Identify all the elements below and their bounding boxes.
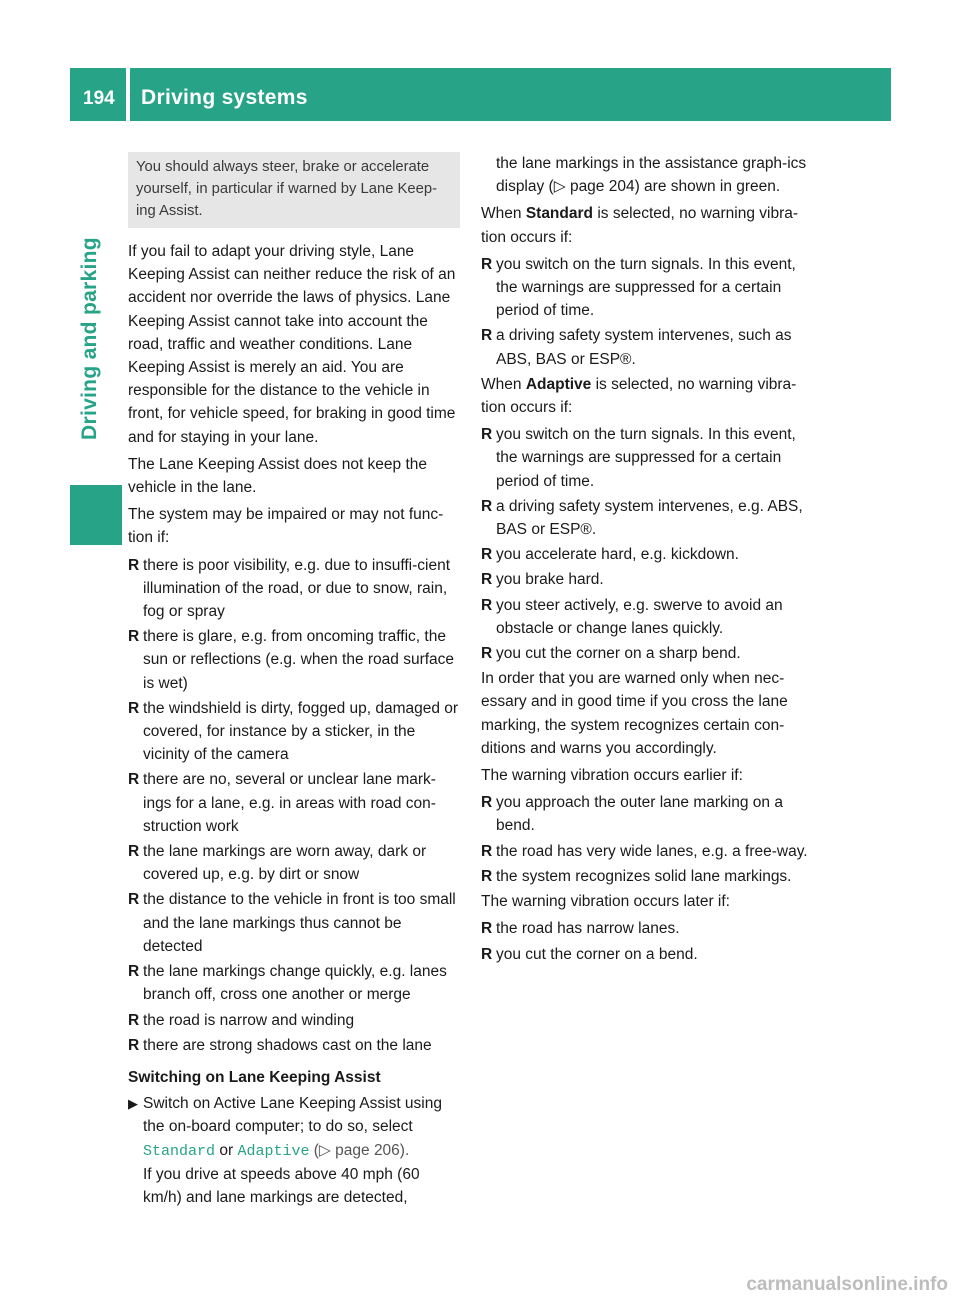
list-item: R you cut the corner on a bend. [481, 943, 813, 966]
list-item: R the windshield is dirty, fogged up, damaged or covered, for instance by a sticker, in the vicinity of the camera [128, 697, 460, 767]
list-item: R the distance to the vehicle in front is too small and the lane markings thus cannot be detected [128, 888, 460, 958]
bullet-icon: R [481, 546, 493, 564]
bullet-icon: R [128, 843, 140, 861]
bullet-icon: R [481, 945, 493, 963]
bullet-icon: R [481, 920, 493, 938]
list-item: R you accelerate hard, e.g. kickdown. [481, 543, 813, 566]
bullet-icon: R [481, 571, 493, 589]
bullet-icon: R [481, 645, 493, 663]
warning-note: You should always steer, brake or accelerate yourself, in particular if warned by Lane Keep-ing Assist. [128, 152, 460, 228]
bullet-icon: R [128, 891, 140, 909]
list-item: R the road is narrow and winding [128, 1009, 460, 1032]
bullet-icon: R [481, 497, 493, 515]
section-heading: Switching on Lane Keeping Assist [128, 1068, 381, 1086]
bullet-icon: R [481, 426, 493, 444]
list-item: R the lane markings are worn away, dark or covered up, e.g. by dirt or snow [128, 840, 460, 886]
watermark: carmanualsonline.info [746, 1274, 948, 1295]
list-item: R you steer actively, e.g. swerve to avoid an obstacle or change lanes quickly. [481, 594, 813, 640]
page-title: Driving systems [141, 86, 308, 109]
bullet-icon: R [481, 327, 493, 345]
paragraph: The warning vibration occurs earlier if: [481, 767, 743, 785]
list-item: R you switch on the turn signals. In this event, the warnings are suppressed for a certain period of time. [481, 253, 813, 323]
paragraph: The Lane Keeping Assist does not keep the vehicle in the lane. [128, 455, 428, 497]
list-item: R you switch on the turn signals. In this event, the warnings are suppressed for a certain period of time. [481, 423, 813, 493]
list-item: R there is poor visibility, e.g. due to insuffi-cient illumination of the road, or due to snow, rain, fog or spray [128, 554, 460, 624]
adaptive-list [481, 423, 813, 665]
list-item: R you cut the corner on a sharp bend. [481, 642, 813, 665]
bullet-icon: R [128, 556, 140, 574]
list-item: R there is glare, e.g. from oncoming traffic, the sun or reflections (e.g. when the road surface is wet) [128, 625, 460, 695]
earlier-list [481, 791, 813, 888]
page-reference: (▷ page 206). [313, 1141, 410, 1159]
bullet-icon: R [128, 963, 140, 981]
option-adaptive: Adaptive [237, 1142, 310, 1160]
standard-list [481, 253, 813, 371]
bullet-icon: R [128, 771, 140, 789]
list-item: R there are no, several or unclear lane mark-ings for a lane, e.g. in areas with road con-struction work [128, 768, 460, 838]
standard-label: Standard [525, 205, 593, 223]
page-number: 194 [83, 88, 115, 109]
list-item: R the system recognizes solid lane markings. [481, 865, 813, 888]
list-item: R there are strong shadows cast on the lane [128, 1034, 460, 1057]
bullet-icon: R [128, 1011, 140, 1029]
bullet-icon: R [481, 842, 493, 860]
left-column [128, 152, 460, 1209]
instruction-step: ▶ Switch on Active Lane Keeping Assist using the on-board computer; to do so, select Standard or Adaptive (▷ page 206). If you drive at speeds above 40 mph (60 km/h) and lane markings are detected, [128, 1092, 460, 1209]
bullet-icon: R [128, 699, 140, 717]
list-item: R the road has very wide lanes, e.g. a free-way. [481, 840, 813, 863]
paragraph: When Standard is selected, no warning vibra-tion occurs if: [481, 205, 799, 246]
bullet-icon: R [481, 596, 493, 614]
impairment-list [128, 554, 460, 1057]
right-column [481, 152, 813, 968]
later-list [481, 917, 813, 965]
list-item: R the road has narrow lanes. [481, 917, 813, 940]
bullet-icon: R [128, 628, 140, 646]
side-tab-marker [70, 485, 122, 545]
bullet-icon: R [481, 794, 493, 812]
bullet-icon: R [128, 1036, 140, 1054]
list-item: R a driving safety system intervenes, such as ABS, BAS or ESP®. [481, 324, 813, 370]
list-item: R a driving safety system intervenes, e.g. ABS, BAS or ESP®. [481, 495, 813, 541]
paragraph: If you fail to adapt your driving style, Lane Keeping Assist can neither reduce the risk of an accident nor override the laws of physics. Lane Keeping Assist cannot take into account the road, traffic and weather conditions. Lane Keeping Assist is merely an aid. You are responsible for the distance to the vehicle in front, for vehicle speed, for braking in good time and for staying in your lane. [128, 243, 456, 446]
bullet-icon: R [481, 867, 493, 885]
option-standard: Standard [143, 1142, 216, 1160]
paragraph: The system may be impaired or may not func-tion if: [128, 506, 444, 547]
list-item: R the lane markings change quickly, e.g. lanes branch off, cross one another or merge [128, 960, 460, 1006]
paragraph: In order that you are warned only when nec-essary and in good time if you cross the lane marking, the system recognizes certain con-ditions and warns you accordingly. [481, 670, 788, 757]
paragraph: the lane markings in the assistance graph-ics display (▷ page 204) are shown in green. [496, 155, 807, 196]
list-item: R you approach the outer lane marking on a bend. [481, 791, 813, 837]
step-arrow-icon: ▶ [128, 1096, 138, 1112]
side-tab-label: Driving and parking [78, 237, 101, 440]
header-separator [126, 68, 130, 121]
paragraph: The warning vibration occurs later if: [481, 893, 730, 911]
list-item: R you brake hard. [481, 568, 813, 591]
adaptive-label: Adaptive [525, 375, 592, 393]
bullet-icon: R [481, 255, 493, 273]
paragraph: When Adaptive is selected, no warning vibra-tion occurs if: [481, 375, 797, 417]
